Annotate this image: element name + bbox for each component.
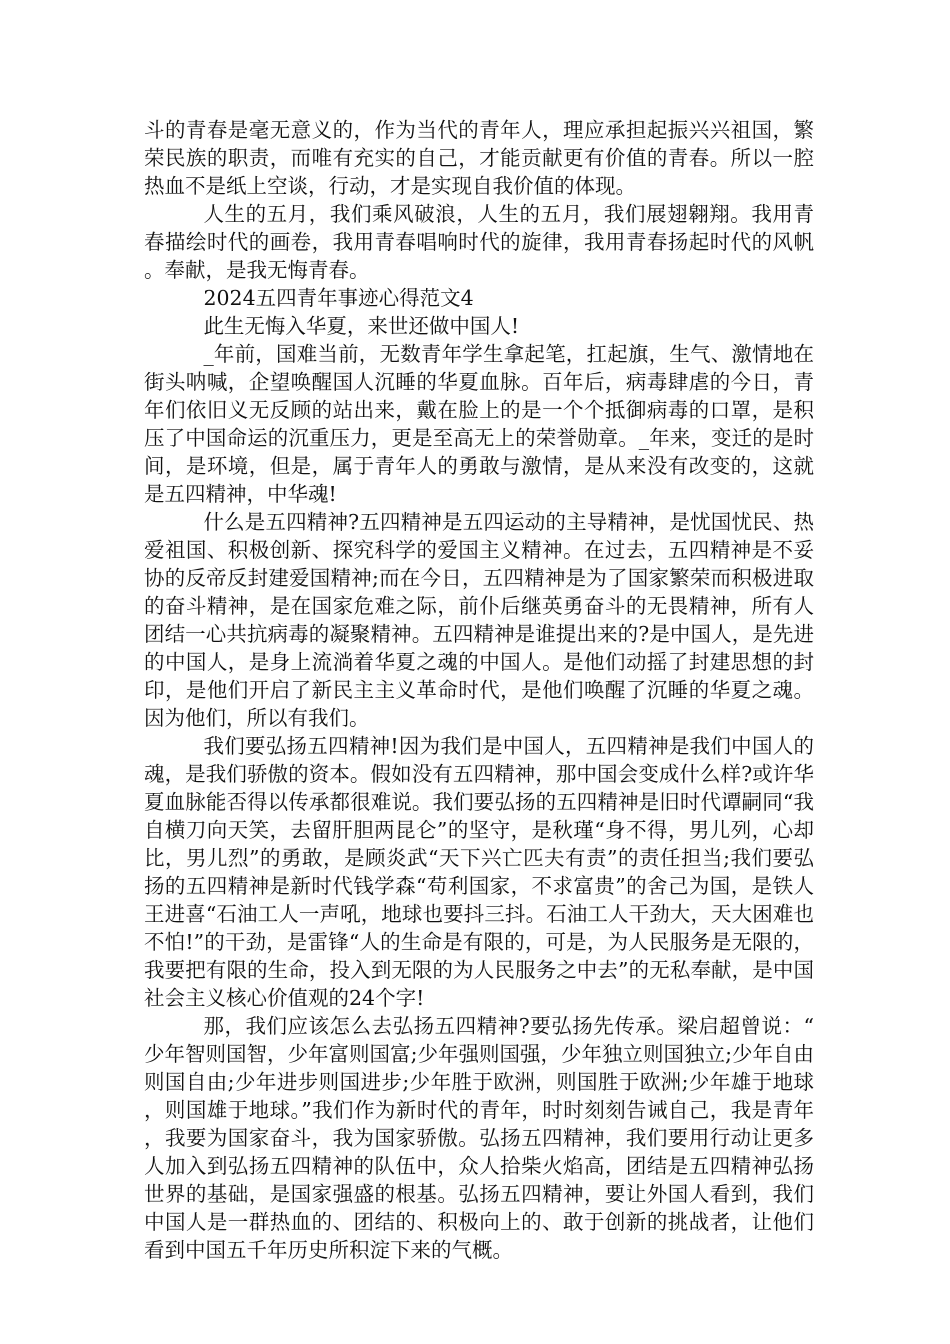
section-heading: 2024五四青年事迹心得范文4 [203,286,474,310]
paragraph-what-is-may-fourth: 什么是五四精神?五四精神是五四运动的主导精神，是忧国忧民、热爱祖国、积极创新、探究科学的爱国主义精神。在过去，五四精神是不妥协的反帝反封建爱国精神;而在今日，五四精神是为了国家繁荣而积极进取的奋斗精神，是在国家危难之际，前仆后继英勇奋斗的无畏精神，所有人团结一心共抗病毒的凝聚精神。五四精神是谁提出来的?是中国人，是先进的中国人，是身上流淌着华夏之魂的中国人。是他们动摇了封建思想的封印，是他们开启了新民主主义革命时代，是他们唤醒了沉睡的华夏之魂。因为他们，所以有我们。 [144,510,814,730]
paragraph-carry-forward: 我们要弘扬五四精神!因为我们是中国人，五四精神是我们中国人的魂，是我们骄傲的资本。假如没有五四精神，那中国会变成什么样?或许华夏血脉能否得以传承都很难说。我们要弘扬的五四精神是旧时代谭嗣同“我自横刀向天笑，去留肝胆两昆仑”的坚守，是秋瑾“身不得，男儿列，心却比，男儿烈”的勇敢，是顾炎武“天下兴亡匹夫有责”的责任担当;我们要弘扬的五四精神是新时代钱学森“苟利国家，不求富贵”的舍己为国，是铁人王进喜“石油工人一声吼，地球也要抖三抖。石油工人干劲大，天大困难也不怕!”的干劲，是雷锋“人的生命是有限的，可是，为人民服务是无限的，我要把有限的生命，投入到无限的为人民服务之中去”的无私奉献，是中国社会主义核心价值观的24个字! [144,734,814,1010]
paragraph-continuation: 斗的青春是毫无意义的，作为当代的青年人，理应承担起振兴兴祖国，繁荣民族的职责，而唯有充实的自己，才能贡献更有价值的青春。所以一腔热血不是纸上空谈，行动，才是实现自我价值的体现。 [144,118,814,198]
paragraph-how-to-carry: 那，我们应该怎么去弘扬五四精神?要弘扬先传承。梁启超曾说：“少年智则国智，少年富则国富;少年强则国强，少年独立则国独立;少年自由则国自由;少年进步则国进步;少年胜于欧洲，则国胜于欧洲;少年雄于地球，则国雄于地球。”我们作为新时代的青年，时时刻刻告诫自己，我是青年，我要为国家奋斗，我为国家骄傲。弘扬五四精神，我们要用行动让更多人加入到弘扬五四精神的队伍中，众人拾柴火焰高，团结是五四精神弘扬世界的基础，是国家强盛的根基。弘扬五四精神，要让外国人看到，我们中国人是一群热血的、团结的、积极向上的、敢于创新的挑战者，让他们看到中国五千年历史所积淀下来的气概。 [144,1014,814,1262]
paragraph-motto: 此生无悔入华夏，来世还做中国人! [203,314,520,338]
document-body [144,116,814,1264]
paragraph-youth-may: 人生的五月，我们乘风破浪，人生的五月，我们展翅翱翔。我用青春描绘时代的画卷，我用青春唱响时代的旋律，我用青春扬起时代的风帆。奉献，是我无悔青春。 [144,202,814,282]
paragraph-history: _年前，国难当前，无数青年学生拿起笔，扛起旗，生气、激情地在街头呐喊，企望唤醒国人沉睡的华夏血脉。百年后，病毒肆虐的今日，青年们依旧义无反顾的站出来，戴在脸上的是一个个抵御病毒的口罩，是积压了中国命运的沉重压力，更是至高无上的荣誉勋章。_年来，变迁的是时间，是环境，但是，属于青年人的勇敢与激情，是从来没有改变的，这就是五四精神，中华魂! [144,342,814,506]
